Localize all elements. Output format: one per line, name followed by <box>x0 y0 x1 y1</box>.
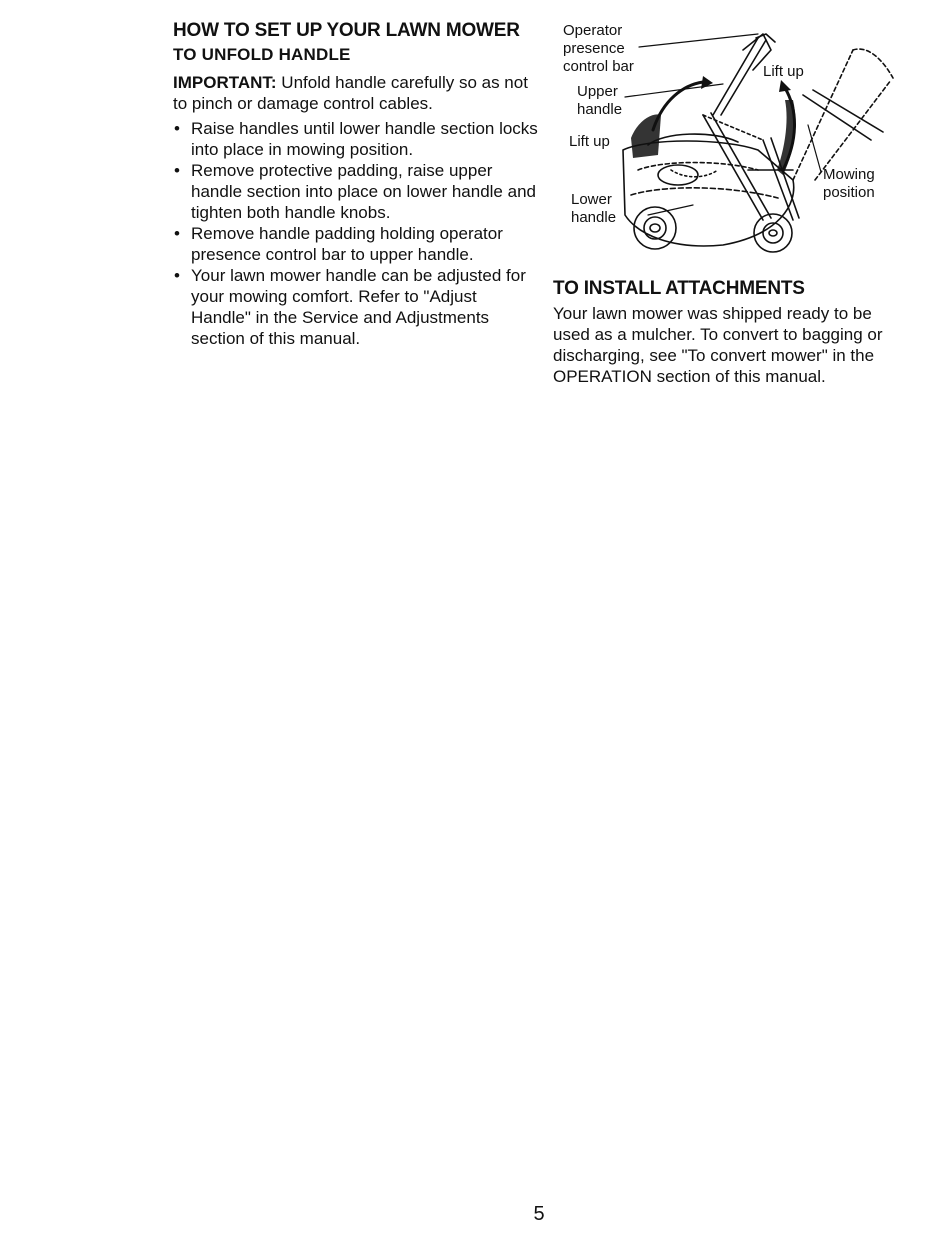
label-upper-handle: Upper handle <box>577 83 623 118</box>
list-item <box>173 160 538 223</box>
step-text: Your lawn mower handle can be adjusted for your mowing comfort. Refer to "Adjust Handle" in the Service and Adjustments section of this manual. <box>191 266 526 348</box>
unfold-section <box>173 20 538 349</box>
bullet-icon: • <box>174 266 180 285</box>
important-label: IMPORTANT: <box>173 73 277 92</box>
bullet-icon: • <box>174 224 180 243</box>
list-item <box>173 265 538 349</box>
label-mowing-position: Mowing position <box>823 166 875 201</box>
unfold-steps-list <box>173 118 538 349</box>
label-lift-up-left: Lift up <box>569 133 610 150</box>
mower-handle-diagram <box>553 20 913 270</box>
label-operator-presence: Operator presence control bar <box>563 22 634 75</box>
step-text: Raise handles until lower handle section locks into place in mowing position. <box>191 119 538 159</box>
label-lift-up-right: Lift up <box>763 63 804 80</box>
label-lower-handle: Lower handle <box>571 191 617 226</box>
setup-title: HOW TO SET UP YOUR LAWN MOWER <box>173 20 520 41</box>
list-item <box>173 118 538 160</box>
bullet-icon: • <box>174 161 180 180</box>
important-text: Unfold handle carefully so as not to pinch or damage control cables. <box>173 73 528 113</box>
page-number: 5 <box>533 1203 545 1225</box>
attachments-body: Your lawn mower was shipped ready to be used as a mulcher. To convert to bagging or discharging, see "To convert mower" in the OPERATION section of this manual. <box>553 304 883 386</box>
list-item <box>173 223 538 265</box>
step-text: Remove handle padding holding operator presence control bar to upper handle. <box>191 224 503 264</box>
attachments-title: TO INSTALL ATTACHMENTS <box>553 278 805 299</box>
step-text: Remove protective padding, raise upper handle section into place on lower handle and tighten both handle knobs. <box>191 161 536 222</box>
bullet-icon: • <box>174 119 180 138</box>
unfold-handle-subtitle: TO UNFOLD HANDLE <box>173 45 351 64</box>
right-column <box>553 20 913 387</box>
important-note <box>173 72 538 114</box>
